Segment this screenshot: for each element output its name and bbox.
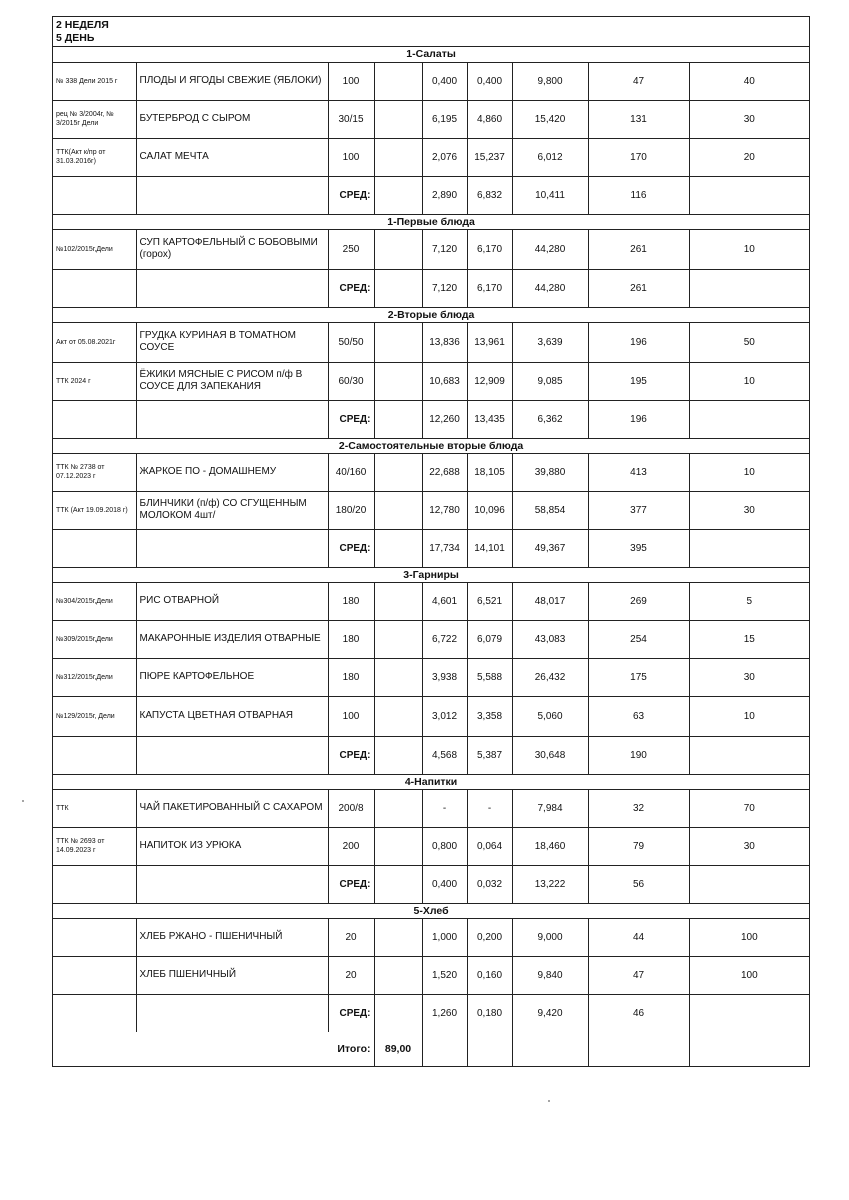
- protein: 4,601: [422, 582, 467, 620]
- dish-row: [53, 956, 809, 994]
- fat: 0,200: [467, 918, 512, 956]
- total-label: Итого:: [53, 1032, 374, 1066]
- dish-name: ПЛОДЫ И ЯГОДЫ СВЕЖИЕ (ЯБЛОКИ): [136, 62, 328, 100]
- category-title: 4-Напитки: [53, 774, 809, 789]
- protein: 6,722: [422, 620, 467, 658]
- category-row: [53, 307, 809, 322]
- menu-table: [53, 47, 809, 1066]
- protein: 6,195: [422, 100, 467, 138]
- carbs: 5,060: [512, 696, 588, 736]
- category-title: 5-Хлеб: [53, 903, 809, 918]
- avg-kcal: 190: [588, 736, 689, 774]
- avg-kcal: 395: [588, 529, 689, 567]
- portion: 200: [328, 827, 374, 865]
- empty-cell: [689, 865, 809, 903]
- empty-cell: [53, 865, 136, 903]
- avg-kcal: 261: [588, 269, 689, 307]
- avg-carbs: 13,222: [512, 865, 588, 903]
- dish-name: СУП КАРТОФЕЛЬНЫЙ С БОБОВЫМИ (горох): [136, 229, 328, 269]
- empty-cell: [136, 865, 328, 903]
- kcal: 195: [588, 362, 689, 400]
- total-value: 89,00: [374, 1032, 422, 1066]
- portion: 180/20: [328, 491, 374, 529]
- carbs: 9,800: [512, 62, 588, 100]
- empty-cell: [136, 736, 328, 774]
- dish-name: РИС ОТВАРНОЙ: [136, 582, 328, 620]
- kcal: 175: [588, 658, 689, 696]
- avg-protein: 4,568: [422, 736, 467, 774]
- avg-row: [53, 994, 809, 1032]
- fat: 0,160: [467, 956, 512, 994]
- recipe-ref: №309/2015г,Дели: [53, 620, 136, 658]
- dish-name: ПЮРЕ КАРТОФЕЛЬНОЕ: [136, 658, 328, 696]
- avg-carbs: 9,420: [512, 994, 588, 1032]
- price: 100: [689, 956, 809, 994]
- dish-row: [53, 229, 809, 269]
- recipe-ref: № 338 Дели 2015 г: [53, 62, 136, 100]
- category-row: [53, 567, 809, 582]
- carbs: 39,880: [512, 453, 588, 491]
- recipe-ref: ТТК (Акт 19.09.2018 г): [53, 491, 136, 529]
- portion: 20: [328, 956, 374, 994]
- menu-sheet: [52, 16, 810, 1067]
- kcal: 32: [588, 789, 689, 827]
- carbs: 58,854: [512, 491, 588, 529]
- carbs: 3,639: [512, 322, 588, 362]
- avg-protein: 17,734: [422, 529, 467, 567]
- avg-label: СРЕД:: [328, 269, 374, 307]
- avg-protein: 7,120: [422, 269, 467, 307]
- fat: 5,588: [467, 658, 512, 696]
- protein: 3,938: [422, 658, 467, 696]
- avg-fat: 13,435: [467, 400, 512, 438]
- category-title: 2-Самостоятельные вторые блюда: [53, 438, 809, 453]
- recipe-ref: ТТК: [53, 789, 136, 827]
- empty-cell: [136, 529, 328, 567]
- portion: 60/30: [328, 362, 374, 400]
- price: 10: [689, 453, 809, 491]
- empty-cell: [689, 176, 809, 214]
- dish-name: НАПИТОК ИЗ УРЮКА: [136, 827, 328, 865]
- recipe-ref: ТТК № 2738 от 07.12.2023 г: [53, 453, 136, 491]
- recipe-ref: ТТК 2024 г: [53, 362, 136, 400]
- price: 70: [689, 789, 809, 827]
- avg-protein: 2,890: [422, 176, 467, 214]
- avg-carbs: 49,367: [512, 529, 588, 567]
- price: 30: [689, 658, 809, 696]
- price: 30: [689, 827, 809, 865]
- protein: 7,120: [422, 229, 467, 269]
- avg-protein: 0,400: [422, 865, 467, 903]
- scan-speck: [22, 800, 24, 802]
- kcal: 47: [588, 956, 689, 994]
- category-title: 3-Гарниры: [53, 567, 809, 582]
- carbs: 9,840: [512, 956, 588, 994]
- category-title: 1-Первые блюда: [53, 214, 809, 229]
- empty-cell: [374, 400, 422, 438]
- fat: 12,909: [467, 362, 512, 400]
- protein: 12,780: [422, 491, 467, 529]
- price: 50: [689, 322, 809, 362]
- fat: 4,860: [467, 100, 512, 138]
- avg-row: [53, 269, 809, 307]
- avg-row: [53, 176, 809, 214]
- avg-label: СРЕД:: [328, 865, 374, 903]
- dish-name: БЛИНЧИКИ (п/ф) СО СГУЩЕННЫМ МОЛОКОМ 4шт/: [136, 491, 328, 529]
- kcal: 44: [588, 918, 689, 956]
- price: 30: [689, 100, 809, 138]
- dish-name: ХЛЕБ ПШЕНИЧНЫЙ: [136, 956, 328, 994]
- dish-row: [53, 491, 809, 529]
- empty-cell: [374, 362, 422, 400]
- kcal: 131: [588, 100, 689, 138]
- price: 100: [689, 918, 809, 956]
- dish-row: [53, 658, 809, 696]
- empty-cell: [374, 620, 422, 658]
- empty-cell: [53, 269, 136, 307]
- kcal: 63: [588, 696, 689, 736]
- empty-cell: [374, 229, 422, 269]
- fat: 0,400: [467, 62, 512, 100]
- portion: 180: [328, 658, 374, 696]
- empty-cell: [374, 62, 422, 100]
- portion: 250: [328, 229, 374, 269]
- category-row: [53, 438, 809, 453]
- empty-cell: [374, 956, 422, 994]
- empty-cell: [374, 918, 422, 956]
- empty-cell: [689, 529, 809, 567]
- avg-kcal: 116: [588, 176, 689, 214]
- fat: 6,170: [467, 229, 512, 269]
- kcal: 269: [588, 582, 689, 620]
- portion: 50/50: [328, 322, 374, 362]
- empty-cell: [374, 827, 422, 865]
- kcal: 377: [588, 491, 689, 529]
- empty-cell: [689, 736, 809, 774]
- protein: -: [422, 789, 467, 827]
- carbs: 9,000: [512, 918, 588, 956]
- carbs: 43,083: [512, 620, 588, 658]
- avg-carbs: 30,648: [512, 736, 588, 774]
- kcal: 254: [588, 620, 689, 658]
- empty-cell: [374, 658, 422, 696]
- price: 20: [689, 138, 809, 176]
- carbs: 26,432: [512, 658, 588, 696]
- dish-row: [53, 789, 809, 827]
- kcal: 261: [588, 229, 689, 269]
- protein: 1,520: [422, 956, 467, 994]
- recipe-ref: №129/2015г, Дели: [53, 696, 136, 736]
- carbs: 18,460: [512, 827, 588, 865]
- empty-cell: [689, 994, 809, 1032]
- category-row: [53, 774, 809, 789]
- protein: 22,688: [422, 453, 467, 491]
- fat: 18,105: [467, 453, 512, 491]
- avg-label: СРЕД:: [328, 176, 374, 214]
- fat: 13,961: [467, 322, 512, 362]
- avg-kcal: 56: [588, 865, 689, 903]
- dish-row: [53, 620, 809, 658]
- portion: 180: [328, 620, 374, 658]
- price: 15: [689, 620, 809, 658]
- avg-fat: 5,387: [467, 736, 512, 774]
- avg-fat: 6,170: [467, 269, 512, 307]
- price: 10: [689, 229, 809, 269]
- category-title: 2-Вторые блюда: [53, 307, 809, 322]
- dish-name: ЖАРКОЕ ПО - ДОМАШНЕМУ: [136, 453, 328, 491]
- protein: 13,836: [422, 322, 467, 362]
- portion: 180: [328, 582, 374, 620]
- avg-fat: 14,101: [467, 529, 512, 567]
- portion: 100: [328, 138, 374, 176]
- avg-carbs: 6,362: [512, 400, 588, 438]
- carbs: 15,420: [512, 100, 588, 138]
- dish-row: [53, 138, 809, 176]
- dish-name: САЛАТ МЕЧТА: [136, 138, 328, 176]
- dish-row: [53, 453, 809, 491]
- fat: -: [467, 789, 512, 827]
- empty-cell: [689, 269, 809, 307]
- empty-cell: [374, 529, 422, 567]
- empty-cell: [374, 100, 422, 138]
- avg-label: СРЕД:: [328, 994, 374, 1032]
- empty-cell: [374, 269, 422, 307]
- kcal: 47: [588, 62, 689, 100]
- fat: 6,521: [467, 582, 512, 620]
- price: 5: [689, 582, 809, 620]
- day-label: 5 ДЕНЬ: [56, 32, 95, 44]
- price: 30: [689, 491, 809, 529]
- empty-cell: [53, 994, 136, 1032]
- dish-name: ХЛЕБ РЖАНО - ПШЕНИЧНЫЙ: [136, 918, 328, 956]
- empty-cell: [53, 400, 136, 438]
- avg-row: [53, 529, 809, 567]
- avg-carbs: 44,280: [512, 269, 588, 307]
- avg-row: [53, 736, 809, 774]
- portion: 100: [328, 696, 374, 736]
- empty-cell: [374, 789, 422, 827]
- price: 40: [689, 62, 809, 100]
- carbs: 7,984: [512, 789, 588, 827]
- kcal: 413: [588, 453, 689, 491]
- week-label: 2 НЕДЕЛЯ: [56, 19, 109, 31]
- empty-cell: [374, 582, 422, 620]
- empty-cell: [374, 322, 422, 362]
- avg-fat: 0,032: [467, 865, 512, 903]
- avg-kcal: 196: [588, 400, 689, 438]
- fat: 6,079: [467, 620, 512, 658]
- empty-cell: [374, 696, 422, 736]
- dish-row: [53, 62, 809, 100]
- avg-protein: 12,260: [422, 400, 467, 438]
- dish-row: [53, 322, 809, 362]
- carbs: 6,012: [512, 138, 588, 176]
- portion: 30/15: [328, 100, 374, 138]
- recipe-ref: №304/2015г,Дели: [53, 582, 136, 620]
- avg-fat: 0,180: [467, 994, 512, 1032]
- protein: 2,076: [422, 138, 467, 176]
- recipe-ref: №312/2015г,Дели: [53, 658, 136, 696]
- category-row: [53, 903, 809, 918]
- empty-cell: [374, 865, 422, 903]
- recipe-ref: ТТК № 2693 от 14.09.2023 г: [53, 827, 136, 865]
- protein: 3,012: [422, 696, 467, 736]
- empty-cell: [374, 994, 422, 1032]
- fat: 0,064: [467, 827, 512, 865]
- protein: 1,000: [422, 918, 467, 956]
- recipe-ref: Акт от 05.08.2021г: [53, 322, 136, 362]
- total-row: [53, 1032, 809, 1066]
- empty-cell: [136, 994, 328, 1032]
- empty-cell: [53, 529, 136, 567]
- avg-row: [53, 400, 809, 438]
- scan-speck: [548, 1100, 550, 1102]
- dish-row: [53, 696, 809, 736]
- avg-label: СРЕД:: [328, 736, 374, 774]
- fat: 10,096: [467, 491, 512, 529]
- kcal: 170: [588, 138, 689, 176]
- dish-name: МАКАРОННЫЕ ИЗДЕЛИЯ ОТВАРНЫЕ: [136, 620, 328, 658]
- portion: 100: [328, 62, 374, 100]
- dish-row: [53, 918, 809, 956]
- dish-row: [53, 362, 809, 400]
- portion: 200/8: [328, 789, 374, 827]
- price: 10: [689, 696, 809, 736]
- fat: 3,358: [467, 696, 512, 736]
- dish-name: ЧАЙ ПАКЕТИРОВАННЫЙ С САХАРОМ: [136, 789, 328, 827]
- kcal: 79: [588, 827, 689, 865]
- protein: 0,800: [422, 827, 467, 865]
- empty-cell: [374, 491, 422, 529]
- recipe-ref: ТТК(Акт к/пр от 31.03.2016г): [53, 138, 136, 176]
- avg-kcal: 46: [588, 994, 689, 1032]
- carbs: 48,017: [512, 582, 588, 620]
- carbs: 9,085: [512, 362, 588, 400]
- recipe-ref: №102/2015г,Дели: [53, 229, 136, 269]
- protein: 0,400: [422, 62, 467, 100]
- portion: 20: [328, 918, 374, 956]
- empty-cell: [374, 736, 422, 774]
- dish-row: [53, 827, 809, 865]
- recipe-ref: [53, 918, 136, 956]
- category-row: [53, 214, 809, 229]
- kcal: 196: [588, 322, 689, 362]
- dish-name: БУТЕРБРОД С СЫРОМ: [136, 100, 328, 138]
- recipe-ref: [53, 956, 136, 994]
- category-title: 1-Салаты: [53, 47, 809, 62]
- day-header: [53, 17, 809, 47]
- empty-cell: [374, 176, 422, 214]
- avg-label: СРЕД:: [328, 529, 374, 567]
- avg-label: СРЕД:: [328, 400, 374, 438]
- empty-cell: [689, 400, 809, 438]
- avg-protein: 1,260: [422, 994, 467, 1032]
- empty-cell: [136, 176, 328, 214]
- empty-cell: [53, 176, 136, 214]
- category-row: [53, 47, 809, 62]
- dish-name: ГРУДКА КУРИНАЯ В ТОМАТНОМ СОУСЕ: [136, 322, 328, 362]
- empty-cell: [136, 269, 328, 307]
- avg-carbs: 10,411: [512, 176, 588, 214]
- dish-row: [53, 582, 809, 620]
- price: 10: [689, 362, 809, 400]
- fat: 15,237: [467, 138, 512, 176]
- empty-cell: [136, 400, 328, 438]
- protein: 10,683: [422, 362, 467, 400]
- avg-fat: 6,832: [467, 176, 512, 214]
- dish-name: КАПУСТА ЦВЕТНАЯ ОТВАРНАЯ: [136, 696, 328, 736]
- dish-row: [53, 100, 809, 138]
- portion: 40/160: [328, 453, 374, 491]
- carbs: 44,280: [512, 229, 588, 269]
- empty-cell: [374, 453, 422, 491]
- empty-cell: [53, 736, 136, 774]
- avg-row: [53, 865, 809, 903]
- recipe-ref: рец № 3/2004г, № 3/2015г Дели: [53, 100, 136, 138]
- dish-name: ЁЖИКИ МЯСНЫЕ С РИСОМ п/ф В СОУСЕ ДЛЯ ЗАПЕКАНИЯ: [136, 362, 328, 400]
- empty-cell: [374, 138, 422, 176]
